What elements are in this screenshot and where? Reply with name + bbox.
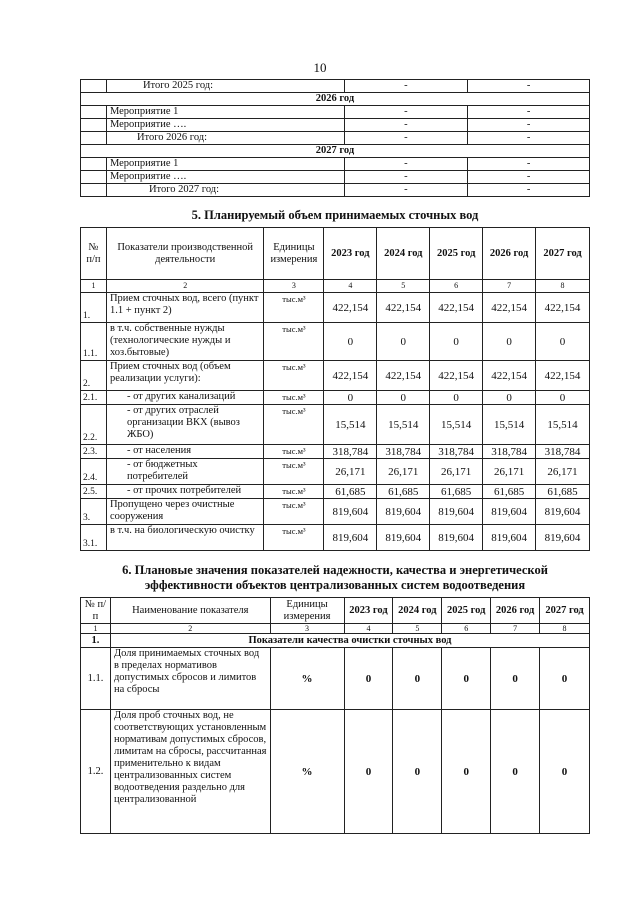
header-cell: 2024 год: [393, 598, 442, 624]
value-cell: 61,685: [483, 485, 536, 499]
row-name: в т.ч. на биологическую очистку: [106, 525, 263, 551]
row-index: 1.1.: [81, 323, 107, 361]
value-cell: 0: [536, 323, 590, 361]
header-cell: 2024 год: [377, 228, 430, 280]
row-name: Доля принимаемых сточных вод в пределах нормативов допустимых сбросов и лимитов на сбросы: [110, 648, 270, 710]
value-cell: 422,154: [377, 361, 430, 391]
value-cell: -: [344, 106, 468, 119]
column-number: 6: [430, 280, 483, 293]
row-name: - от прочих потребителей: [106, 485, 263, 499]
value-cell: 819,604: [536, 499, 590, 525]
header-cell: Единицы измерения: [264, 228, 324, 280]
header-cell: 2026 год: [491, 598, 540, 624]
row-spacer: [81, 171, 107, 184]
value-cell: 0: [491, 710, 540, 834]
value-cell: 0: [324, 391, 377, 405]
value-cell: 61,685: [536, 485, 590, 499]
value-cell: -: [344, 119, 468, 132]
row-unit: тыс.м³: [264, 485, 324, 499]
row-spacer: [81, 158, 107, 171]
column-number: 7: [491, 624, 540, 634]
row-label: Мероприятие ….: [106, 171, 344, 184]
table-row: [81, 405, 590, 445]
value-cell: 61,685: [324, 485, 377, 499]
column-number: 3: [264, 280, 324, 293]
row-unit: тыс.м³: [264, 293, 324, 323]
value-cell: 318,784: [536, 445, 590, 459]
value-cell: 318,784: [430, 445, 483, 459]
row-index: 2.1.: [81, 391, 107, 405]
table-header-row: [81, 598, 590, 624]
row-unit: тыс.м³: [264, 445, 324, 459]
row-index: 2.: [81, 361, 107, 391]
value-cell: 819,604: [377, 525, 430, 551]
value-cell: -: [468, 158, 590, 171]
table-header-row: [81, 228, 590, 280]
group-label: Показатели качества очистки сточных вод: [110, 634, 589, 648]
value-cell: 61,685: [430, 485, 483, 499]
row-unit: тыс.м³: [264, 459, 324, 485]
value-cell: 819,604: [430, 525, 483, 551]
column-number: 4: [324, 280, 377, 293]
column-number: 7: [483, 280, 536, 293]
value-cell: 15,514: [377, 405, 430, 445]
table-row: [81, 459, 590, 485]
page-number: 10: [313, 60, 327, 75]
row-name: - от населения: [106, 445, 263, 459]
value-cell: -: [344, 158, 468, 171]
row-name: Прием сточных вод, всего (пункт 1.1 + пункт 2): [106, 293, 263, 323]
value-cell: 0: [344, 710, 393, 834]
value-cell: -: [468, 106, 590, 119]
column-number: 8: [540, 624, 590, 634]
value-cell: 15,514: [536, 405, 590, 445]
value-cell: 0: [393, 710, 442, 834]
value-cell: 0: [540, 648, 590, 710]
value-cell: 422,154: [430, 361, 483, 391]
value-cell: -: [468, 119, 590, 132]
row-spacer: [81, 119, 107, 132]
row-name: Прием сточных вод (объем реализации услуги):: [106, 361, 263, 391]
column-number: 5: [393, 624, 442, 634]
row-label: Итого 2025 год:: [106, 80, 344, 93]
value-cell: 318,784: [483, 445, 536, 459]
header-cell: 2026 год: [483, 228, 536, 280]
header-cell: 2027 год: [536, 228, 590, 280]
column-number: 2: [106, 280, 263, 293]
header-cell: Наименование показателя: [110, 598, 270, 624]
table-row: [81, 361, 590, 391]
group-row: [81, 634, 590, 648]
header-cell: Единицы измерения: [270, 598, 344, 624]
table-row: [81, 710, 590, 834]
column-number: 2: [110, 624, 270, 634]
row-unit: тыс.м³: [264, 499, 324, 525]
row-index: 1.2.: [81, 710, 111, 834]
table-row: [81, 184, 590, 197]
row-label: Мероприятие ….: [106, 119, 344, 132]
table-row: [81, 391, 590, 405]
value-cell: 0: [540, 710, 590, 834]
row-name: Доля проб сточных вод, не соответствующих установленным нормативам допустимых сбросов, лимитам на сбросы, рассчитанная применительно к видам централизованных систем водоотведения раздельно для централизованной: [110, 710, 270, 834]
value-cell: 422,154: [483, 361, 536, 391]
table-row: [81, 648, 590, 710]
header-cell: № п/п: [81, 228, 107, 280]
value-cell: -: [344, 80, 468, 93]
column-number-row: [81, 624, 590, 634]
row-index: 2.5.: [81, 485, 107, 499]
value-cell: 0: [491, 648, 540, 710]
row-name: Пропущено через очистные сооружения: [106, 499, 263, 525]
value-cell: 422,154: [324, 361, 377, 391]
value-cell: 422,154: [430, 293, 483, 323]
column-number: 1: [81, 624, 111, 634]
row-index: 2.2.: [81, 405, 107, 445]
header-cell: 2023 год: [344, 598, 393, 624]
year-row: [81, 93, 590, 106]
value-cell: 0: [377, 391, 430, 405]
value-cell: 0: [536, 391, 590, 405]
column-number: 8: [536, 280, 590, 293]
value-cell: 819,604: [483, 525, 536, 551]
row-spacer: [81, 132, 107, 145]
value-cell: 819,604: [324, 525, 377, 551]
column-number: 3: [270, 624, 344, 634]
column-number: 6: [442, 624, 491, 634]
row-label: Итого 2026 год:: [106, 132, 344, 145]
year-label: 2027 год: [81, 145, 590, 158]
header-cell: Показатели производственной деятельности: [106, 228, 263, 280]
table-row: [81, 119, 590, 132]
group-index: 1.: [81, 634, 111, 648]
row-index: 1.1.: [81, 648, 111, 710]
table-row: [81, 323, 590, 361]
value-cell: 0: [483, 323, 536, 361]
row-unit: тыс.м³: [264, 323, 324, 361]
table-row: [81, 293, 590, 323]
table-row: [81, 106, 590, 119]
table-row: [81, 171, 590, 184]
row-name: - от других канализаций: [106, 391, 263, 405]
value-cell: 422,154: [483, 293, 536, 323]
value-cell: 0: [442, 648, 491, 710]
value-cell: 422,154: [377, 293, 430, 323]
row-unit: тыс.м³: [264, 525, 324, 551]
value-cell: 0: [430, 323, 483, 361]
value-cell: 26,171: [377, 459, 430, 485]
value-cell: 0: [393, 648, 442, 710]
column-number: 5: [377, 280, 430, 293]
year-label: 2026 год: [81, 93, 590, 106]
row-spacer: [81, 80, 107, 93]
value-cell: 26,171: [483, 459, 536, 485]
value-cell: 422,154: [536, 361, 590, 391]
year-row: [81, 145, 590, 158]
row-unit: тыс.м³: [264, 405, 324, 445]
header-cell: 2027 год: [540, 598, 590, 624]
value-cell: 0: [344, 648, 393, 710]
header-cell: 2023 год: [324, 228, 377, 280]
quality-indicators-table: [80, 597, 590, 834]
value-cell: 0: [324, 323, 377, 361]
row-name: - от других отраслей организации ВКХ (вывоз ЖБО): [106, 405, 263, 445]
table-row: [81, 445, 590, 459]
value-cell: 422,154: [536, 293, 590, 323]
row-label: Итого 2027 год:: [106, 184, 344, 197]
row-index: 2.4.: [81, 459, 107, 485]
section6-title-line2: эффективности объектов централизованных систем водоотведения: [144, 578, 526, 592]
value-cell: 61,685: [377, 485, 430, 499]
wastewater-volume-table: [80, 227, 590, 551]
value-cell: 15,514: [324, 405, 377, 445]
row-index: 1.: [81, 293, 107, 323]
value-cell: -: [468, 132, 590, 145]
value-cell: 0: [483, 391, 536, 405]
section6-title: [80, 563, 590, 593]
value-cell: 15,514: [430, 405, 483, 445]
row-label: Мероприятие 1: [106, 106, 344, 119]
value-cell: 819,604: [430, 499, 483, 525]
value-cell: 26,171: [324, 459, 377, 485]
value-cell: 819,604: [324, 499, 377, 525]
value-cell: -: [344, 132, 468, 145]
value-cell: 0: [430, 391, 483, 405]
value-cell: 819,604: [483, 499, 536, 525]
row-spacer: [81, 106, 107, 119]
row-unit: тыс.м³: [264, 391, 324, 405]
row-unit: тыс.м³: [264, 361, 324, 391]
section6-title-line1: 6. Плановые значения показателей надежности, качества и энергетической: [122, 563, 548, 577]
table-row: [81, 499, 590, 525]
row-index: 3.: [81, 499, 107, 525]
table-row: [81, 485, 590, 499]
header-cell: № п/п: [81, 598, 111, 624]
value-cell: -: [468, 80, 590, 93]
value-cell: 819,604: [536, 525, 590, 551]
header-cell: 2025 год: [430, 228, 483, 280]
value-cell: -: [344, 184, 468, 197]
row-unit: %: [270, 648, 344, 710]
activities-table: [80, 79, 590, 197]
column-number: 4: [344, 624, 393, 634]
row-label: Мероприятие 1: [106, 158, 344, 171]
column-number: 1: [81, 280, 107, 293]
table-row: [81, 80, 590, 93]
value-cell: 0: [377, 323, 430, 361]
value-cell: -: [468, 184, 590, 197]
value-cell: -: [468, 171, 590, 184]
column-number-row: [81, 280, 590, 293]
row-index: 2.3.: [81, 445, 107, 459]
row-name: в т.ч. собственные нужды (технологические нужды и хоз.бытовые): [106, 323, 263, 361]
value-cell: 26,171: [430, 459, 483, 485]
table-row: [81, 132, 590, 145]
row-spacer: [81, 184, 107, 197]
value-cell: 26,171: [536, 459, 590, 485]
value-cell: 819,604: [377, 499, 430, 525]
table-row: [81, 525, 590, 551]
value-cell: -: [344, 171, 468, 184]
header-cell: 2025 год: [442, 598, 491, 624]
table-row: [81, 158, 590, 171]
value-cell: 422,154: [324, 293, 377, 323]
value-cell: 0: [442, 710, 491, 834]
value-cell: 318,784: [377, 445, 430, 459]
row-index: 3.1.: [81, 525, 107, 551]
value-cell: 318,784: [324, 445, 377, 459]
row-unit: %: [270, 710, 344, 834]
section5-title: 5. Планируемый объем принимаемых сточных вод: [191, 208, 479, 222]
value-cell: 15,514: [483, 405, 536, 445]
row-name: - от бюджетных потребителей: [106, 459, 263, 485]
